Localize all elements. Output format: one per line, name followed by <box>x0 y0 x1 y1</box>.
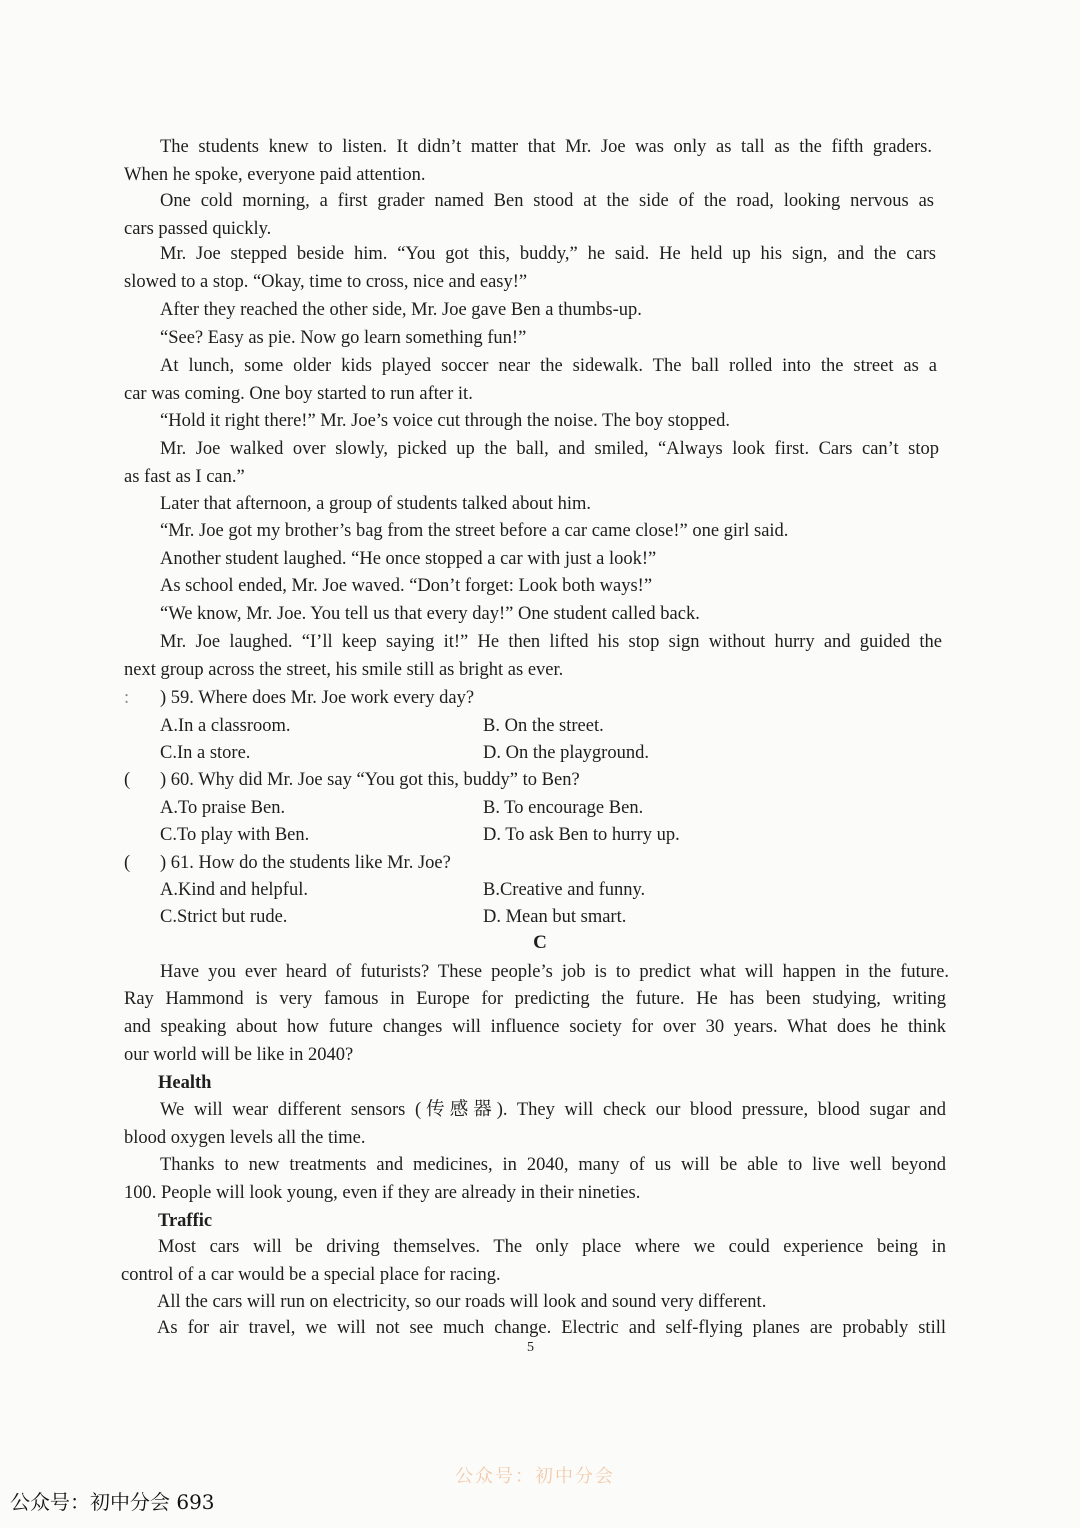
watermark: 公众号：初中分会 <box>455 1466 615 1487</box>
text-line: Another student laughed. “He once stopped a car with just a look!” <box>160 549 657 569</box>
text-line: next group across the street, his smile still as bright as ever. <box>124 660 564 680</box>
answer-bracket: ( <box>124 853 131 873</box>
text-line: Most cars will be driving themselves. The only place where we could experience being in <box>158 1237 946 1257</box>
option-d: D. On the playground. <box>483 743 649 763</box>
text-line: “We know, Mr. Joe. You tell us that every day!” One student called back. <box>160 604 700 624</box>
option-a: A.Kind and helpful. <box>160 880 308 900</box>
text-line: control of a car would be a special place for racing. <box>121 1265 501 1285</box>
text-line: We will wear different sensors (传感器). They will check our blood pressure, blood sugar and <box>160 1100 946 1120</box>
section-heading: C <box>533 932 547 953</box>
text-line: and speaking about how future changes will influence society for over 30 years. What does he think <box>124 1017 946 1037</box>
text-line: Mr. Joe laughed. “I’ll keep saying it!” He then lifted his stop sign without hurry and guided the <box>160 632 942 652</box>
option-b: B. On the street. <box>483 716 604 736</box>
option-a: A.To praise Ben. <box>160 798 286 818</box>
text-line: As school ended, Mr. Joe waved. “Don’t forget: Look both ways!” <box>160 576 653 596</box>
subheading-health: Health <box>158 1073 212 1093</box>
text-line: slowed to a stop. “Okay, time to cross, nice and easy!” <box>124 272 528 292</box>
page-number: 5 <box>527 1340 534 1355</box>
option-b: B. To encourage Ben. <box>483 798 644 818</box>
text-line: Have you ever heard of futurists? These people’s job is to predict what will happen in the future. <box>160 962 949 982</box>
option-a: A.In a classroom. <box>160 716 291 736</box>
text-line: One cold morning, a first grader named Ben stood at the side of the road, looking nervous as <box>160 191 934 211</box>
text-line: Ray Hammond is very famous in Europe for predicting the future. He has been studying, writing <box>124 989 946 1009</box>
text-line: Mr. Joe walked over slowly, picked up the ball, and smiled, “Always look first. Cars can’t stop <box>160 439 939 459</box>
text-line: as fast as I can.” <box>124 467 245 487</box>
text-line: At lunch, some older kids played soccer near the sidewalk. The ball rolled into the street as a <box>160 356 937 376</box>
option-b: B.Creative and funny. <box>483 880 646 900</box>
text-line: “Hold it right there!” Mr. Joe’s voice cut through the noise. The boy stopped. <box>160 411 730 431</box>
option-d: D. Mean but smart. <box>483 907 627 927</box>
text-line: Thanks to new treatments and medicines, in 2040, many of us will be able to live well beyond <box>160 1155 946 1175</box>
text-line: Mr. Joe stepped beside him. “You got this, buddy,” he said. He held up his sign, and the cars <box>160 244 936 264</box>
answer-bracket: ( <box>124 770 131 790</box>
text-line: car was coming. One boy started to run after it. <box>124 384 473 404</box>
text-line: When he spoke, everyone paid attention. <box>124 165 426 185</box>
text-line: All the cars will run on electricity, so our roads will look and sound very different. <box>157 1292 767 1312</box>
answer-bracket: : <box>124 688 130 708</box>
text-line: blood oxygen levels all the time. <box>124 1128 366 1148</box>
subheading-traffic: Traffic <box>158 1211 213 1231</box>
question-stem: ) 60. Why did Mr. Joe say “You got this, buddy” to Ben? <box>160 770 580 790</box>
text-line: cars passed quickly. <box>124 219 272 239</box>
text-line: As for air travel, we will not see much change. Electric and self-flying planes are probably still <box>157 1318 946 1338</box>
text-line: our world will be like in 2040? <box>124 1045 354 1065</box>
account-label: 公众号：初中分会 693 <box>10 1490 215 1514</box>
text-line: 100. People will look young, even if they are already in their nineties. <box>124 1183 641 1203</box>
text-line: After they reached the other side, Mr. Joe gave Ben a thumbs-up. <box>160 300 642 320</box>
text-line: “See? Easy as pie. Now go learn something fun!” <box>160 328 527 348</box>
option-d: D. To ask Ben to hurry up. <box>483 825 680 845</box>
option-c: C.In a store. <box>160 743 251 763</box>
option-c: C.Strict but rude. <box>160 907 288 927</box>
text-line: The students knew to listen. It didn’t matter that Mr. Joe was only as tall as the fifth graders. <box>160 137 932 157</box>
text-line: “Mr. Joe got my brother’s bag from the street before a car came close!” one girl said. <box>160 521 789 541</box>
option-c: C.To play with Ben. <box>160 825 310 845</box>
text-line: Later that afternoon, a group of students talked about him. <box>160 494 592 514</box>
question-stem: ) 59. Where does Mr. Joe work every day? <box>160 688 475 708</box>
question-stem: ) 61. How do the students like Mr. Joe? <box>160 853 451 873</box>
